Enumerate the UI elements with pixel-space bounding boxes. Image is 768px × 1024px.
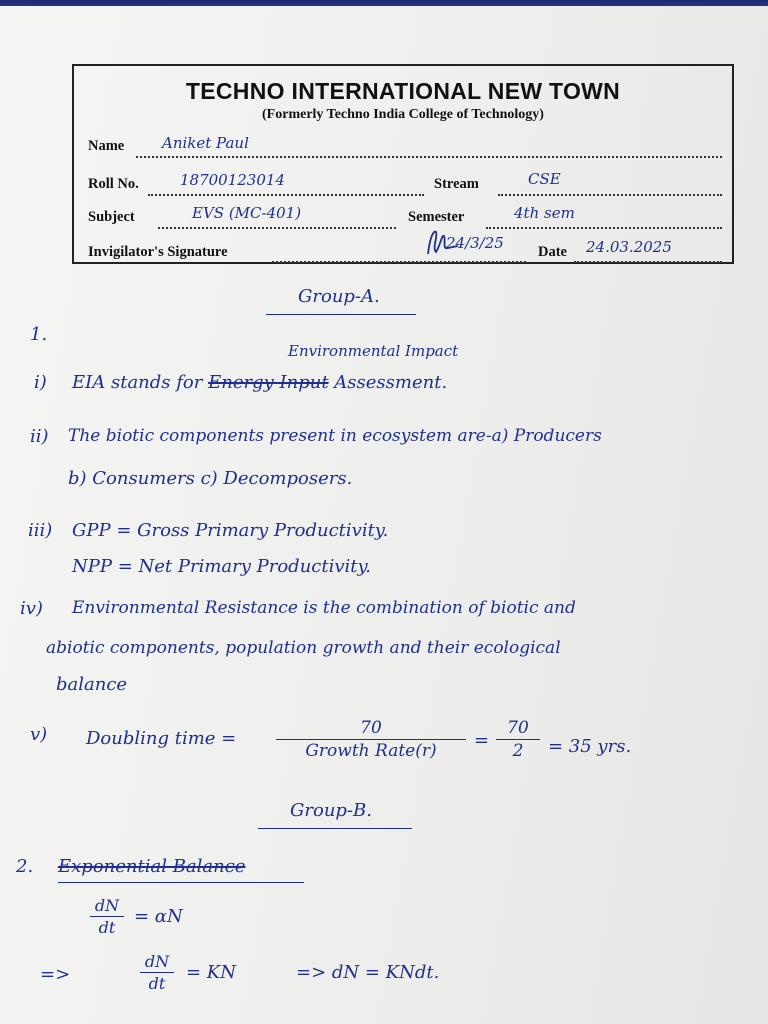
q2-eq1-bar bbox=[90, 916, 124, 917]
stream-label: Stream bbox=[434, 176, 479, 192]
q1-i-struck: Energy Input bbox=[208, 372, 329, 393]
q1-v-result: = 35 yrs. bbox=[548, 736, 632, 757]
q2-eq1-rhs: = αN bbox=[134, 906, 183, 927]
q1-v-fraction-1 bbox=[276, 718, 466, 761]
invigilator-value: 24/3/25 bbox=[446, 234, 504, 252]
q1-v-den2: 2 bbox=[512, 741, 524, 761]
name-label: Name bbox=[88, 138, 125, 154]
group-b-underline bbox=[258, 828, 412, 829]
subject-line bbox=[158, 227, 396, 229]
q1-iv-line1: Environmental Resistance is the combination of biotic and bbox=[72, 598, 576, 618]
q2-eq2-arrow: => bbox=[40, 964, 71, 985]
q1-ii-marker: ii) bbox=[30, 426, 49, 447]
subject-label: Subject bbox=[88, 209, 135, 225]
q1-v-lhs: Doubling time = bbox=[86, 728, 237, 749]
name-line bbox=[136, 156, 722, 158]
q1-v-marker: v) bbox=[30, 724, 48, 745]
roll-row bbox=[88, 176, 139, 193]
date-row bbox=[538, 244, 567, 261]
q1-v-bar2 bbox=[496, 739, 540, 740]
date-value: 24.03.2025 bbox=[586, 238, 672, 256]
q1-ii-line1: The biotic components present in ecosystem are-a) Producers bbox=[68, 426, 602, 446]
q1-v-num1: 70 bbox=[360, 718, 382, 738]
group-b-heading: Group-B. bbox=[290, 800, 372, 821]
q2-title-underline bbox=[58, 882, 304, 883]
q1-i-prefix: EIA stands for bbox=[72, 372, 203, 393]
q1-i-suffix: Assessment. bbox=[334, 372, 448, 393]
subject-value: EVS (MC-401) bbox=[192, 204, 302, 222]
semester-label: Semester bbox=[408, 209, 465, 225]
date-line bbox=[574, 261, 722, 263]
q1-iii-marker: iii) bbox=[28, 520, 53, 541]
q1-v-eq: = bbox=[474, 730, 490, 751]
q1-i-correction: Environmental Impact bbox=[288, 342, 459, 360]
q2-eq1-num: dN bbox=[94, 896, 120, 915]
q2-eq2-bar bbox=[140, 972, 174, 973]
q1-v-bar1 bbox=[276, 739, 466, 740]
header-box bbox=[72, 64, 734, 264]
q1-iii-line2: NPP = Net Primary Productivity. bbox=[72, 556, 372, 577]
q2-number: 2. bbox=[16, 856, 34, 877]
q1-iv-line3: balance bbox=[56, 674, 128, 695]
q1-i-text bbox=[72, 372, 447, 393]
q2-eq2-rhs: = KN bbox=[186, 962, 237, 983]
group-a-underline bbox=[266, 314, 416, 315]
stream-row bbox=[434, 176, 479, 193]
semester-value: 4th sem bbox=[514, 204, 575, 222]
institution-name: TECHNO INTERNATIONAL NEW TOWN bbox=[185, 78, 621, 104]
q2-eq2-num: dN bbox=[144, 952, 170, 971]
q1-iv-marker: iv) bbox=[20, 598, 43, 619]
q1-v-fraction-2 bbox=[496, 718, 540, 761]
q2-eq1-fraction bbox=[90, 896, 124, 937]
invigilator-label: Invigilator's Signature bbox=[88, 244, 228, 260]
q1-v-num2: 70 bbox=[507, 718, 529, 738]
answer-sheet bbox=[0, 6, 768, 1024]
invigilator-row bbox=[88, 244, 228, 261]
q1-i-marker: i) bbox=[34, 372, 47, 393]
semester-row bbox=[408, 209, 464, 226]
q1-iii-line1: GPP = Gross Primary Productivity. bbox=[72, 520, 389, 541]
q2-eq2-tail: => dN = KNdt. bbox=[296, 962, 440, 983]
q1-iv-line2: abiotic components, population growth and their ecological bbox=[46, 638, 561, 658]
semester-line bbox=[486, 227, 722, 229]
q2-eq1-den: dt bbox=[98, 918, 116, 937]
subject-row bbox=[88, 209, 135, 226]
institution-subtitle: (Formerly Techno India College of Technology) bbox=[262, 107, 544, 122]
date-label: Date bbox=[538, 244, 567, 260]
q1-ii-line2: b) Consumers c) Decomposers. bbox=[68, 468, 353, 489]
group-a-heading: Group-A. bbox=[298, 286, 380, 307]
q1-number: 1. bbox=[30, 324, 48, 345]
q2-title-struck: Exponential Balance bbox=[58, 856, 246, 877]
name-value: Aniket Paul bbox=[162, 134, 249, 152]
name-row bbox=[88, 138, 124, 155]
stream-line bbox=[498, 194, 722, 196]
q1-v-den1: Growth Rate(r) bbox=[305, 741, 437, 761]
invigilator-line bbox=[272, 261, 526, 263]
q2-eq2-fraction bbox=[140, 952, 174, 993]
roll-value: 18700123014 bbox=[180, 171, 285, 189]
stream-value: CSE bbox=[528, 170, 561, 188]
q2-eq2-den: dt bbox=[148, 974, 166, 993]
roll-line bbox=[148, 194, 424, 196]
roll-label: Roll No. bbox=[88, 176, 139, 192]
